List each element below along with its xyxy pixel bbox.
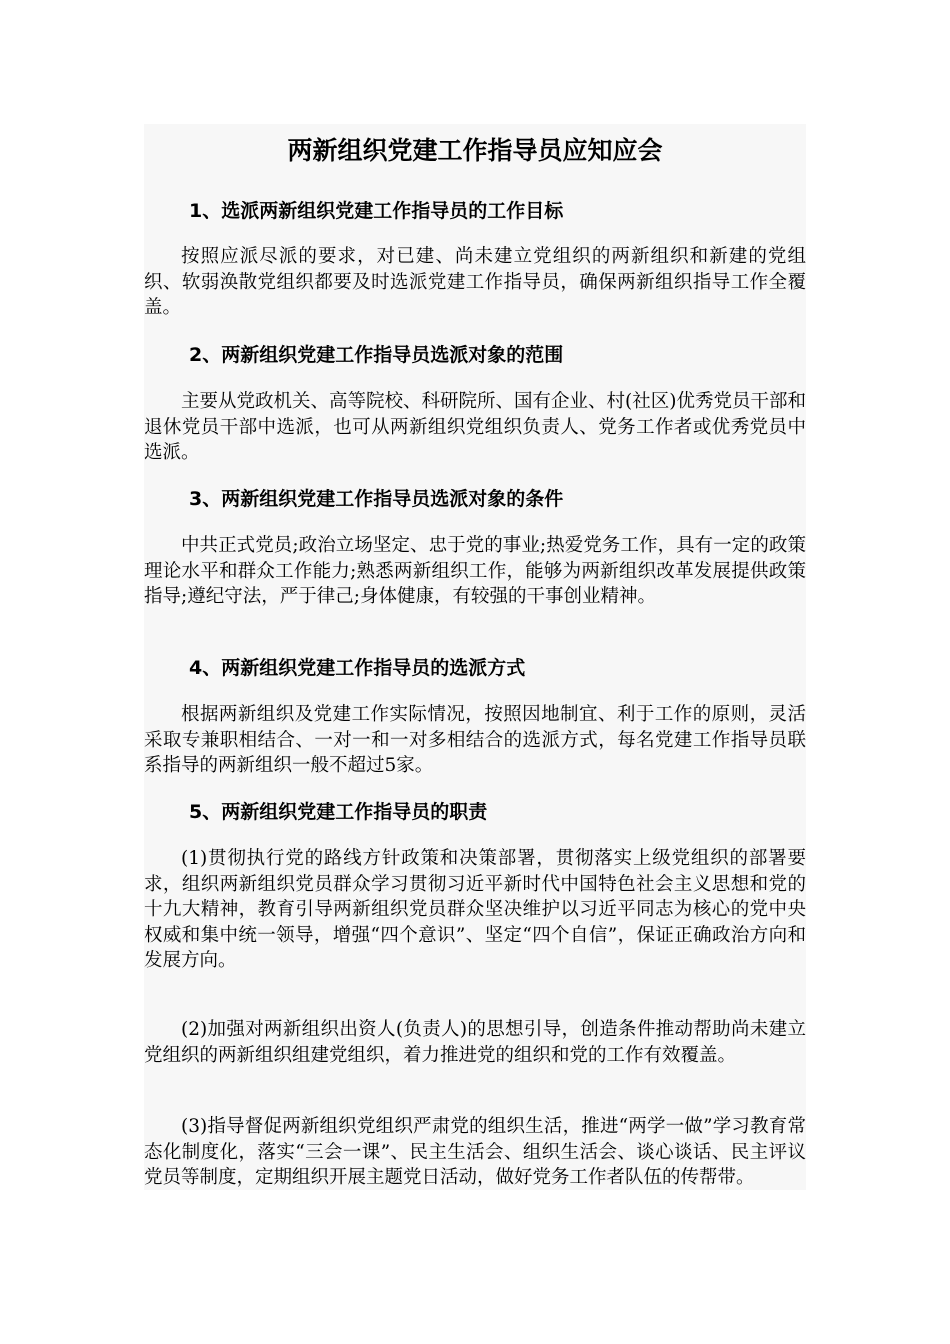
section-heading-5: 5、两新组织党建工作指导员的职责 [189,801,488,823]
section-heading-4: 4、两新组织党建工作指导员的选派方式 [189,657,526,679]
section-heading-3: 3、两新组织党建工作指导员选派对象的条件 [189,488,564,510]
section-3-paragraph: 中共正式党员;政治立场坚定、忠于党的事业;热爱党务工作，具有一定的政策理论水平和群众工作能力;熟悉两新组织工作，能够为两新组织改革发展提供政策指导;遵纪守法，严于律己;身体健康，有较强的干事创业精神。 [144,535,806,607]
section-heading-2: 2、两新组织党建工作指导员选派对象的范围 [189,344,564,366]
section-heading-1: 1、选派两新组织党建工作指导员的工作目标 [189,200,564,222]
section-5-paragraph-1: (1)贯彻执行党的路线方针政策和决策部署，贯彻落实上级党组织的部署要求，组织两新组织党员群众学习贯彻习近平新时代中国特色社会主义思想和党的十九大精神，教育引导两新组织党员群众坚决维护以习近平同志为核心的党中央权威和集中统一领导，增强“四个意识”、坚定“四个自信”，保证正确政治方向和发展方向。 [144,848,806,971]
document-title: 两新组织党建工作指导员应知应会 [287,136,663,165]
section-5-paragraph-3: (3)指导督促两新组织党组织严肃党的组织生活，推进“两学一做”学习教育常态化制度化，落实“三会一课”、民主生活会、组织生活会、谈心谈话、民主评议党员等制度，定期组织开展主题党日活动，做好党务工作者队伍的传帮带。 [144,1116,806,1188]
section-2-paragraph: 主要从党政机关、高等院校、科研院所、国有企业、村(社区)优秀党员干部和退休党员干部中选派，也可从两新组织党组织负责人、党务工作者或优秀党员中选派。 [144,391,806,463]
section-4-paragraph: 根据两新组织及党建工作实际情况，按照因地制宜、利于工作的原则，灵活采取专兼职相结合、一对一和一对多相结合的选派方式，每名党建工作指导员联系指导的两新组织一般不超过5家。 [144,704,806,776]
section-5-paragraph-2: (2)加强对两新组织出资人(负责人)的思想引导，创造条件推动帮助尚未建立党组织的两新组织组建党组织，着力推进党的组织和党的工作有效覆盖。 [144,1019,806,1066]
section-1-paragraph: 按照应派尽派的要求，对已建、尚未建立党组织的两新组织和新建的党组织、软弱涣散党组织都要及时选派党建工作指导员，确保两新组织指导工作全覆盖。 [144,246,806,318]
